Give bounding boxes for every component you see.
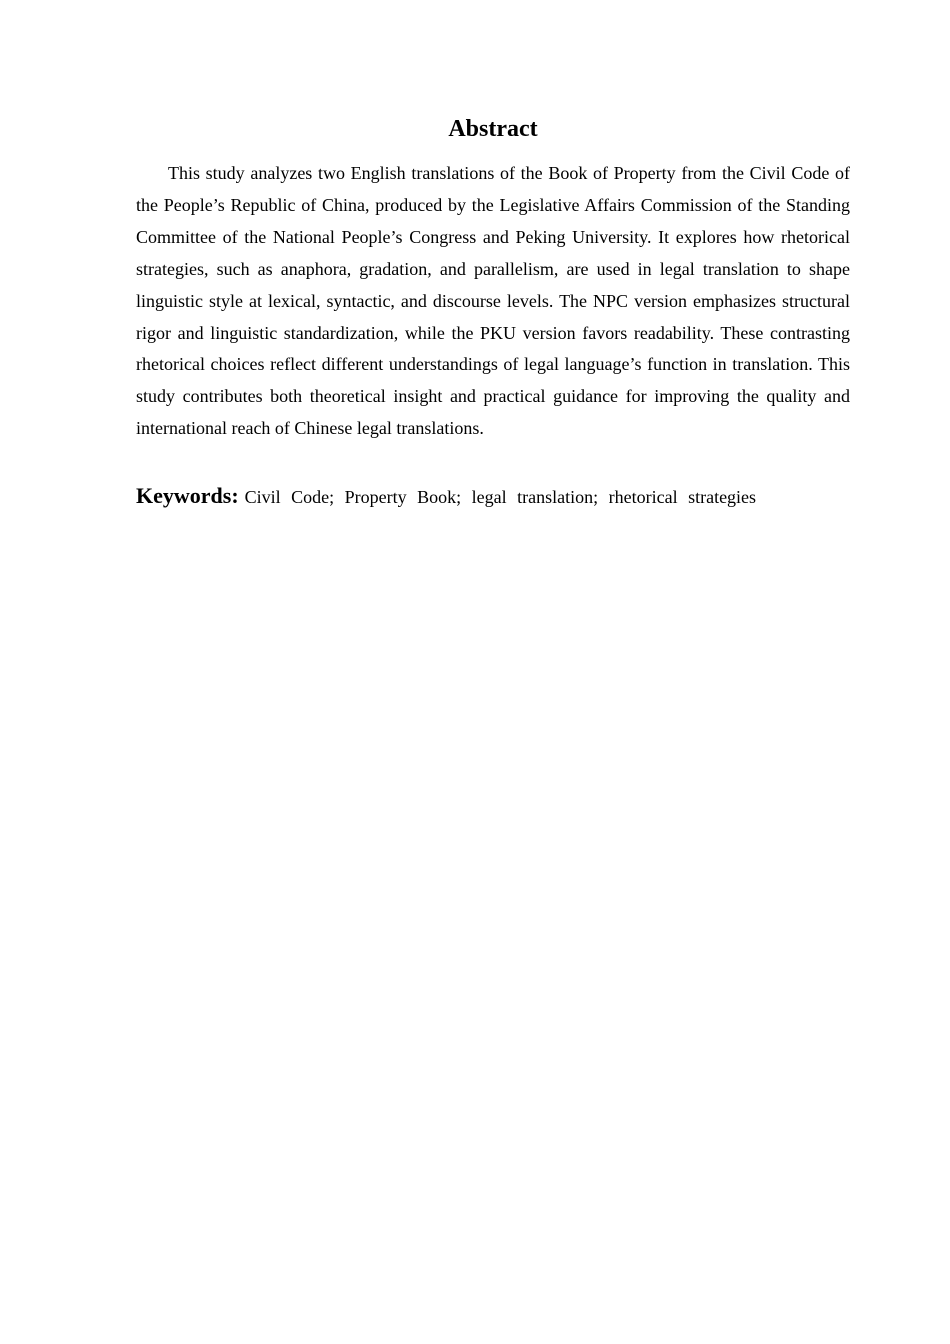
abstract-title: Abstract — [448, 116, 538, 142]
keywords-line — [136, 481, 850, 512]
keywords-label: Keywords: — [136, 483, 239, 509]
keywords-text: Civil Code; Property Book; legal translation; rhetorical strategies — [244, 487, 757, 508]
abstract-body: This study analyzes two English translations of the Book of Property from the Civil Code of the People’s Republic of China, produced by the Legislative Affairs Commission of the Standing Committee of the National People’s Congress and Peking University. It explores how rhetorical strategies, such as anaphora, gradation, and parallelism, are used in legal translation to shape linguistic style at lexical, syntactic, and discourse levels. The NPC version emphasizes structural rigor and linguistic standardization, while the PKU version favors readability. These contrasting rhetorical choices reflect different understandings of legal language’s function in translation. This study contributes both theoretical insight and practical guidance for improving the quality and international reach of Chinese legal translations. — [136, 163, 850, 439]
abstract-section — [136, 112, 850, 512]
